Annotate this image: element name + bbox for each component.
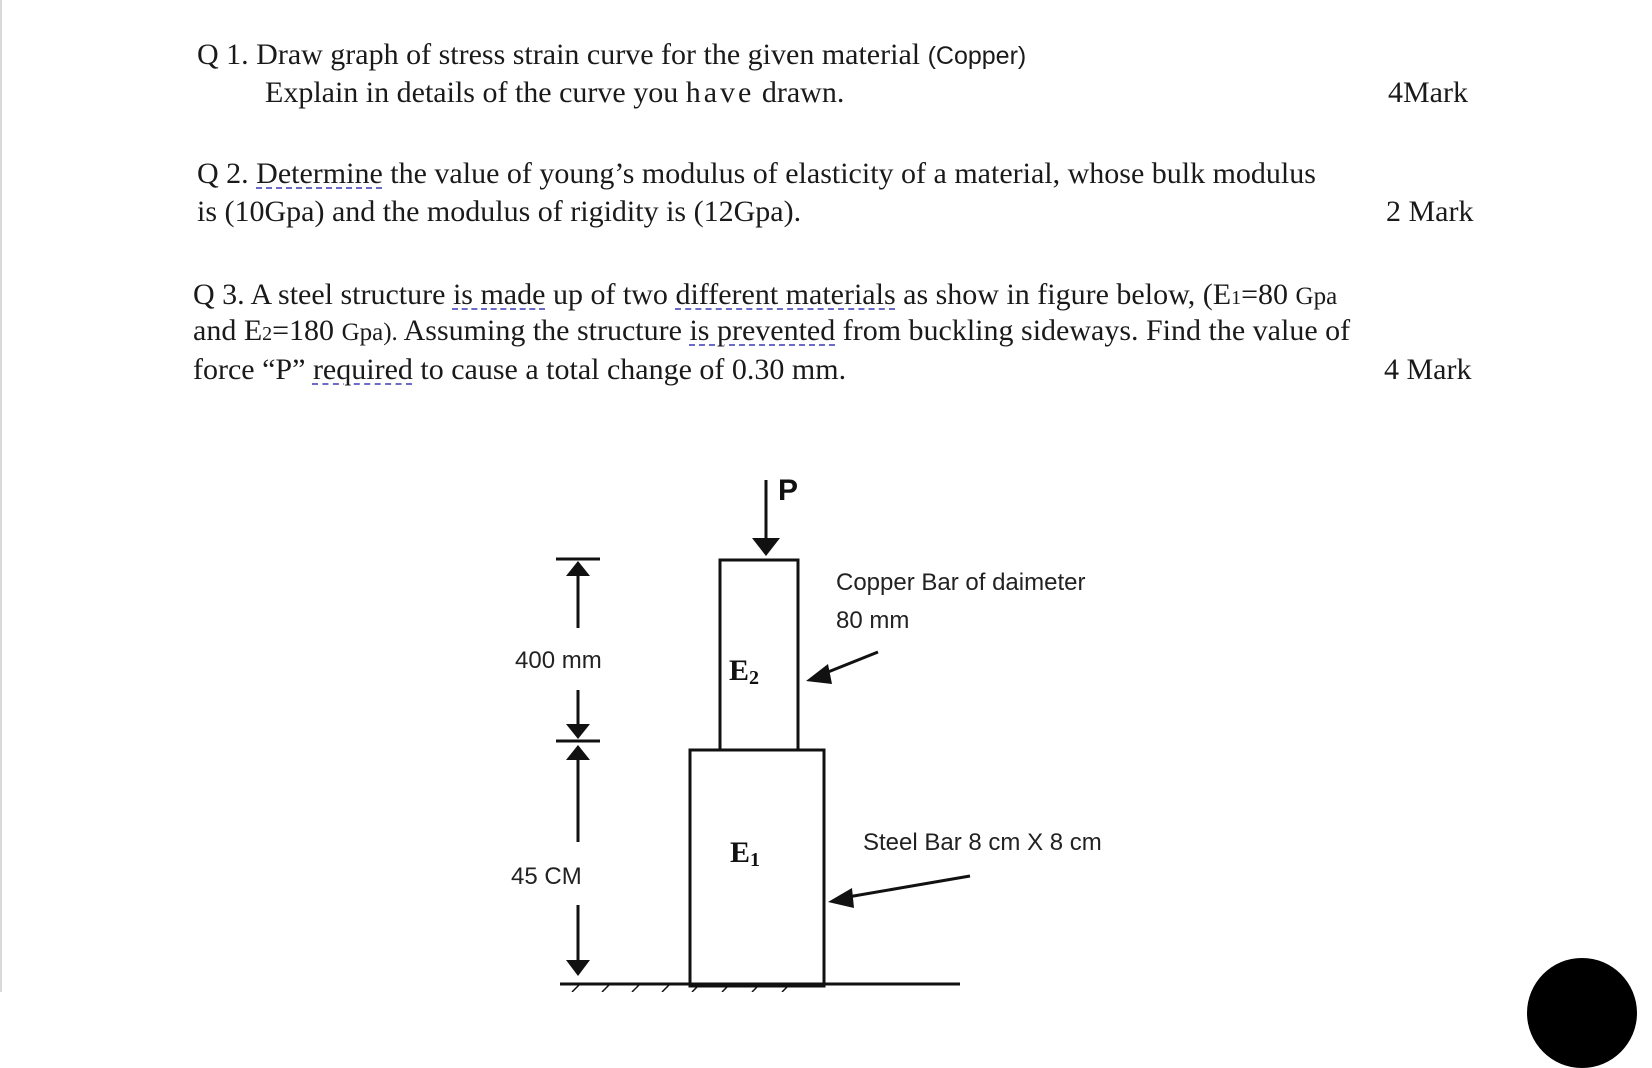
q2-line1-rest: the value of young’s modulus of elasticity of a material, whose bulk modulus xyxy=(382,157,1316,190)
q3-l2-underline: is prevented xyxy=(689,314,836,347)
q2-mark: 2 Mark xyxy=(1386,195,1474,228)
q3-l3-b: to cause a total change of 0.30 mm. xyxy=(412,353,847,386)
q3-l2-a: and E xyxy=(193,314,263,347)
upper-dimension-label: 400 mm xyxy=(515,647,602,674)
q3-l1-d: =80 xyxy=(1241,278,1296,311)
q2-prefix: Q 2. xyxy=(197,157,257,190)
q1-mark: 4Mark xyxy=(1388,76,1468,109)
q3-l2-d: from buckling sideways. Find the value of xyxy=(835,314,1351,347)
corner-overlay-shape xyxy=(1527,958,1637,1068)
q1-line2-spaced: have xyxy=(685,76,755,109)
lower-dimension-label: 45 CM xyxy=(511,863,582,890)
upper-bar-label: E2 xyxy=(729,654,760,689)
q3-l1-a: Q 3. A steel structure xyxy=(193,278,453,311)
steel-callout: Steel Bar 8 cm X 8 cm xyxy=(863,829,1102,856)
q1-material: (Copper) xyxy=(927,42,1027,70)
q3-l1-unit: Gpa xyxy=(1295,283,1338,310)
load-arrow xyxy=(752,480,780,556)
copper-callout-line-2: 80 mm xyxy=(836,607,910,634)
load-label: P xyxy=(778,474,799,507)
q3-l2-unit: Gpa). xyxy=(341,319,398,346)
q1-text: Q 1. Draw graph of stress strain curve for the given material xyxy=(197,38,928,71)
q2-line-2: is (10Gpa) and the modulus of rigidity is (12Gpa). xyxy=(197,195,802,228)
q3-l2-b: =180 xyxy=(272,314,342,347)
q3-l1-subscript: 1 xyxy=(1231,287,1242,309)
q3-l2-subscript: 2 xyxy=(262,323,273,345)
q3-l3-a: force “P” xyxy=(193,353,313,386)
lower-bar-label: E1 xyxy=(730,836,761,871)
q3-l1-underline-2: different materials xyxy=(675,278,896,311)
q1-line2-end: drawn. xyxy=(754,76,845,109)
q3-l2-c: Assuming the structure xyxy=(397,314,690,347)
q1-line2-text: Explain in details of the curve you xyxy=(265,76,686,109)
q3-l3-underline: required xyxy=(312,353,413,386)
lower-dimension xyxy=(566,745,590,976)
copper-callout-arrow xyxy=(806,652,878,684)
q3-mark: 4 Mark xyxy=(1384,353,1472,386)
q3-l1-underline-1: is made xyxy=(452,278,546,311)
q3-l1-b: up of two xyxy=(545,278,676,311)
q3-l1-c: as show in figure below, (E xyxy=(895,278,1232,311)
q2-underlined-word: Determine xyxy=(256,157,383,190)
copper-callout-line-1: Copper Bar of daimeter xyxy=(836,569,1086,596)
steel-callout-arrow xyxy=(828,876,970,908)
